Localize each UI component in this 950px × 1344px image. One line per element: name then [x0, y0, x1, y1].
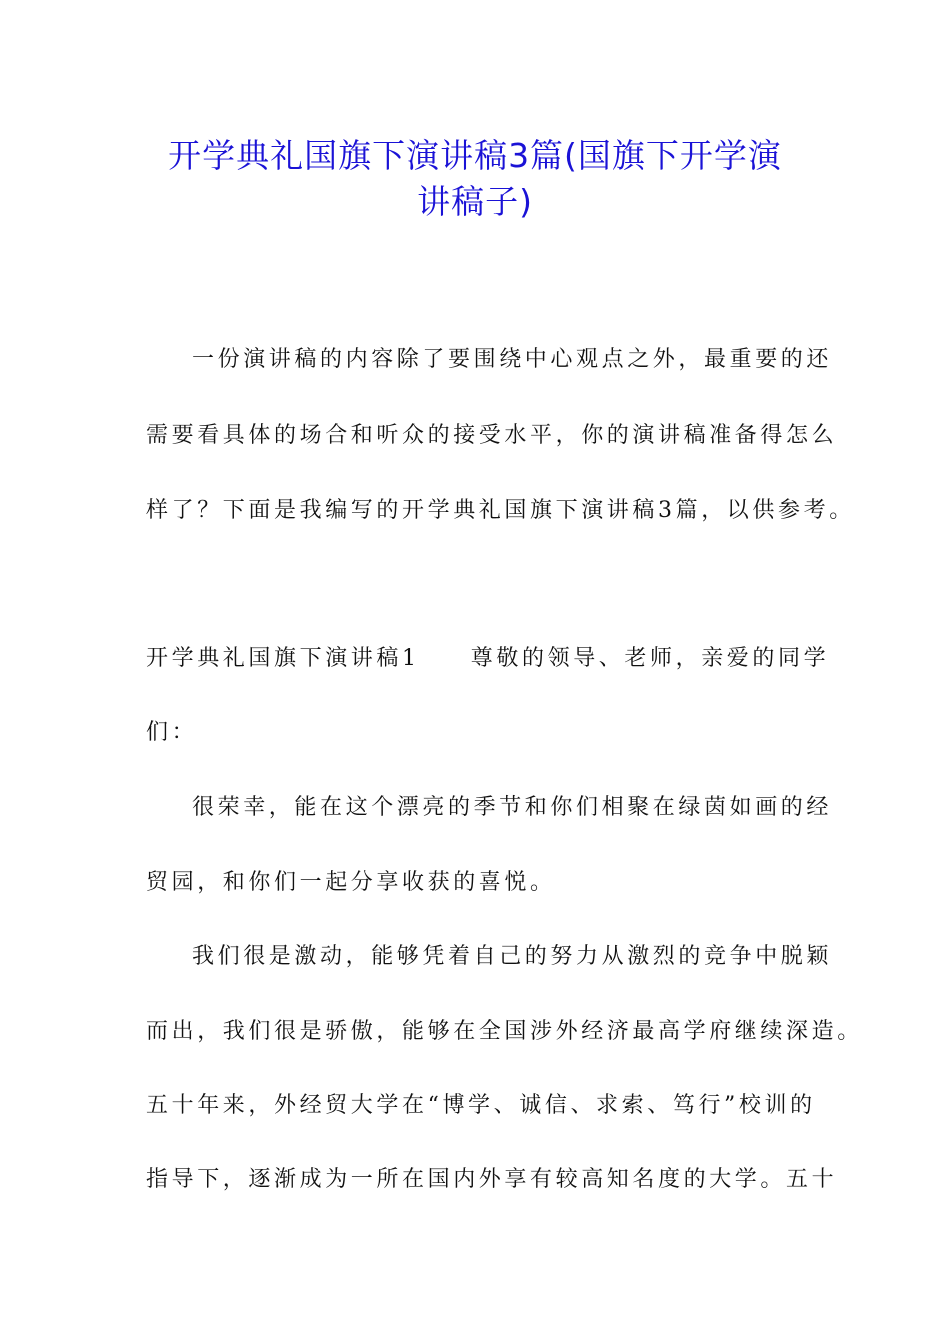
document-title-line-2: 讲稿子): [417, 182, 533, 221]
body-paragraph-2-line-2: 而出，我们很是骄傲，能够在全国涉外经济最高学府继续深造。: [146, 1019, 863, 1044]
body-paragraph-2-line-3: 五十年来，外经贸大学在“博学、诚信、求索、笃行”校训的: [146, 1093, 816, 1118]
speech-heading-line-2: 们：: [146, 720, 198, 745]
intro-paragraph-line-3: 样了？下面是我编写的开学典礼国旗下演讲稿3篇，以供参考。: [146, 498, 855, 523]
body-paragraph-1-line-2: 贸园，和你们一起分享收获的喜悦。: [146, 870, 556, 895]
intro-paragraph-line-1: 一份演讲稿的内容除了要围绕中心观点之外，最重要的还: [192, 347, 833, 372]
body-paragraph-1-line-1: 很荣幸，能在这个漂亮的季节和你们相聚在绿茵如画的经: [192, 795, 833, 820]
body-paragraph-2-line-1: 我们很是激动，能够凭着自己的努力从激烈的竞争中脱颖: [192, 944, 833, 969]
document-title-line-1: 开学典礼国旗下演讲稿3篇(国旗下开学演: [168, 136, 782, 175]
intro-paragraph-line-2: 需要看具体的场合和听众的接受水平，你的演讲稿准备得怎么: [146, 423, 838, 448]
body-paragraph-2-line-4: 指导下，逐渐成为一所在国内外享有较高知名度的大学。五十: [146, 1167, 838, 1192]
speech-heading-line-1: 开学典礼国旗下演讲稿1 尊敬的领导、老师，亲爱的同学: [146, 646, 830, 671]
